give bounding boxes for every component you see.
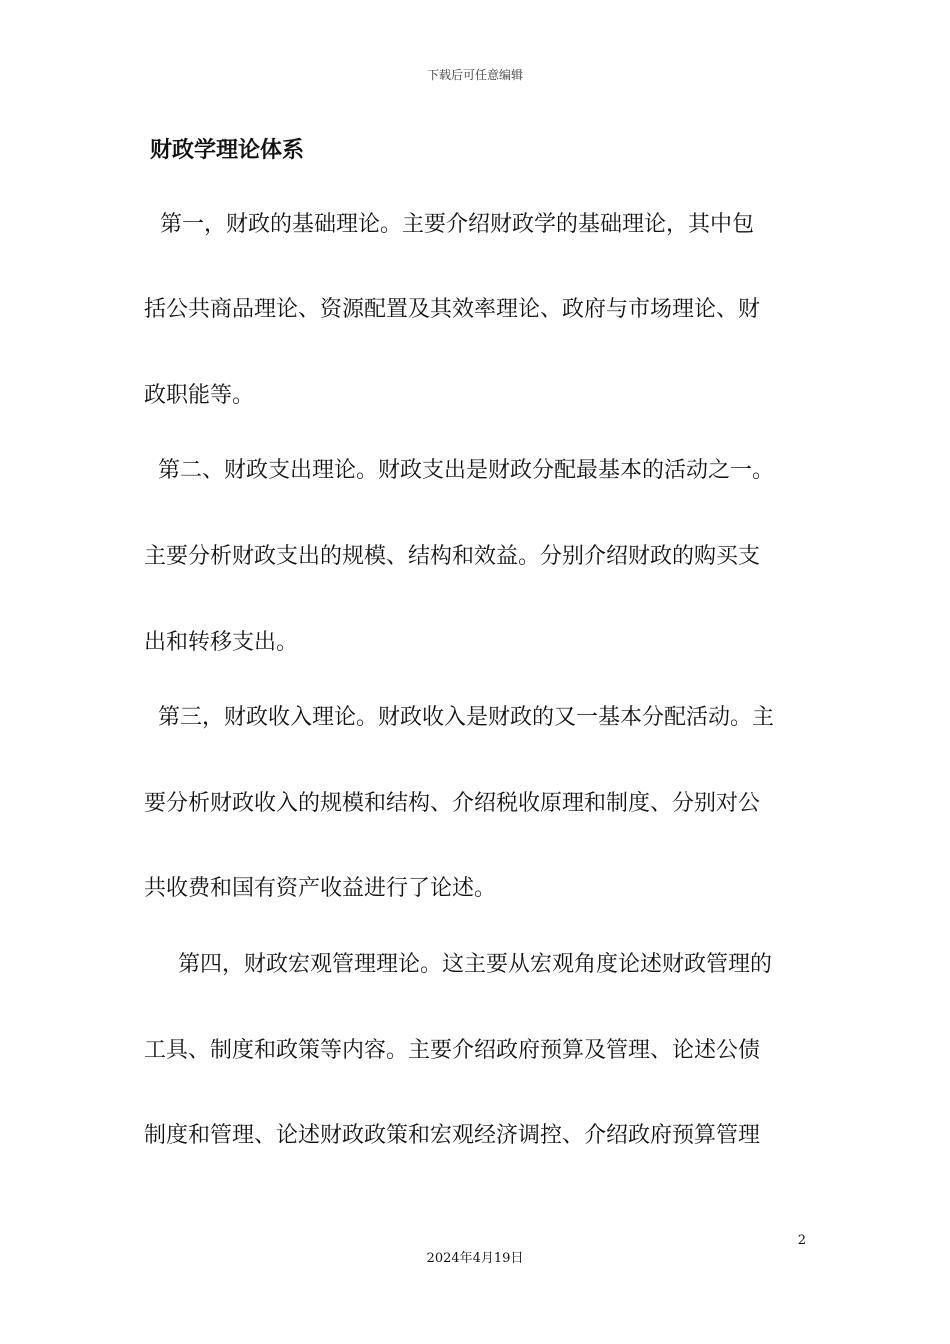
paragraph-line: 第三，财政收入理论。财政收入是财政的又一基本分配活动。主 xyxy=(158,705,775,730)
paragraph-line: 主要分析财政支出的规模、结构和效益。分别介绍财政的购买支 xyxy=(144,544,761,569)
paragraph-line: 第二、财政支出理论。财政支出是财政分配最基本的活动之一。 xyxy=(158,458,775,483)
page-number: 2 xyxy=(797,1233,806,1248)
paragraph-line: 工具、制度和政策等内容。主要介绍政府预算及管理、论述公债 xyxy=(144,1038,761,1063)
paragraph-line: 制度和管理、论述财政政策和宏观经济调控、介绍政府预算管理 xyxy=(144,1123,761,1148)
header-note: 下载后可任意编辑 xyxy=(426,68,523,82)
document-title: 财政学理论体系 xyxy=(150,138,305,163)
paragraph-line: 政职能等。 xyxy=(144,383,255,408)
paragraph-line: 共收费和国有资产收益进行了论述。 xyxy=(144,876,497,901)
footer-date: 2024年4月19日 xyxy=(426,1251,524,1266)
paragraph-line: 出和转移支出。 xyxy=(144,630,299,655)
paragraph-line: 括公共商品理论、资源配置及其效率理论、政府与市场理论、财 xyxy=(144,297,761,322)
paragraph-line: 第一，财政的基础理论。主要介绍财政学的基础理论，其中包 xyxy=(160,212,755,237)
paragraph-line: 第四，财政宏观管理理论。这主要从宏观角度论述财政管理的 xyxy=(178,952,773,977)
paragraph-line: 要分析财政收入的规模和结构、介绍税收原理和制度、分别对公 xyxy=(144,791,761,816)
